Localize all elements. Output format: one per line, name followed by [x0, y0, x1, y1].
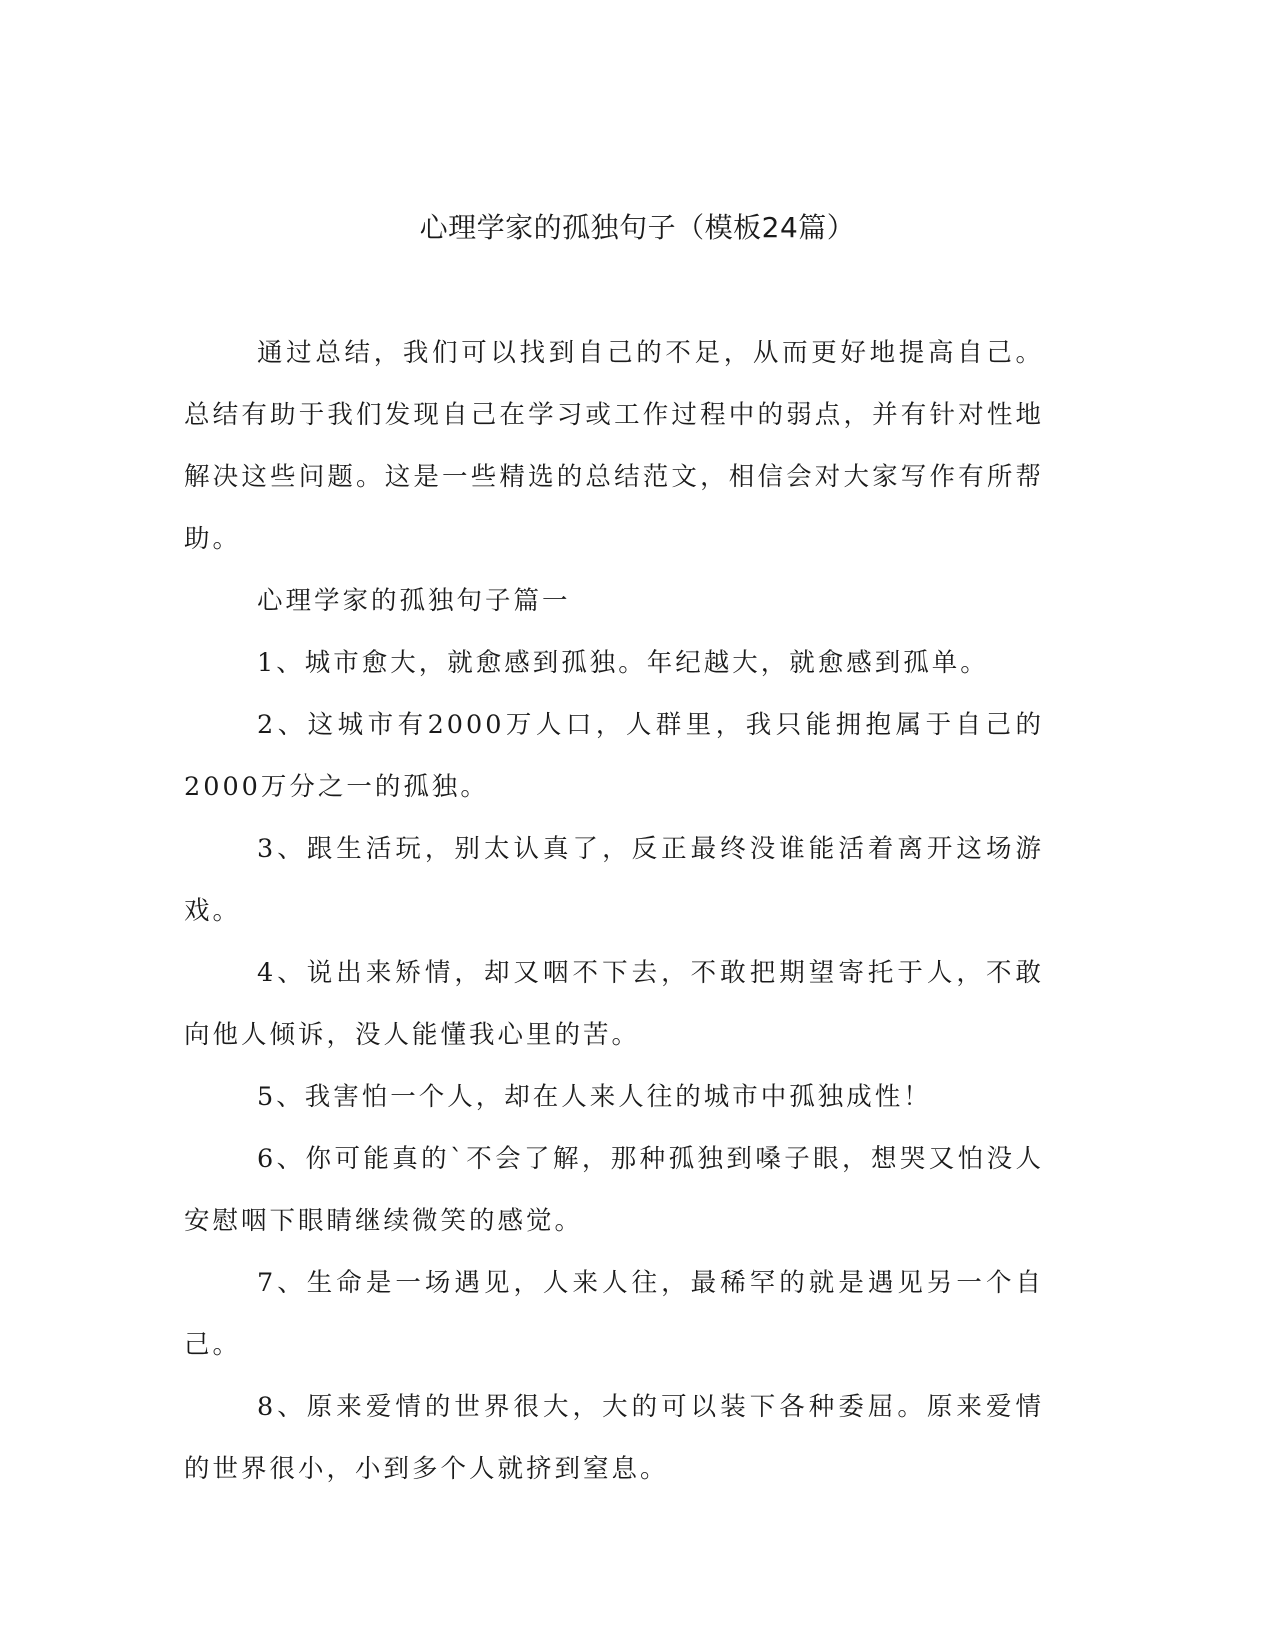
document-title: 心理学家的孤独句子（模板24篇） [419, 211, 856, 244]
document-body [184, 322, 1044, 1500]
sentence-item-7: 7、生命是一场遇见，人来人往，最稀罕的就是遇见另一个自己。 [184, 1268, 1044, 1360]
sentence-item-2: 2、这城市有2000万人口，人群里，我只能拥抱属于自己的2000万分之一的孤独。 [184, 710, 1044, 802]
intro-paragraph: 通过总结，我们可以找到自己的不足，从而更好地提高自己。总结有助于我们发现自己在学习或工作过程中的弱点，并有针对性地解决这些问题。这是一些精选的总结范文，相信会对大家写作有所帮助。 [184, 338, 1044, 554]
section-heading: 心理学家的孤独句子篇一 [257, 586, 571, 616]
sentence-item-4: 4、说出来矫情，却又咽不下去，不敢把期望寄托于人，不敢向他人倾诉，没人能懂我心里的苦。 [184, 958, 1044, 1050]
sentence-item-8: 8、原来爱情的世界很大，大的可以装下各种委屈。原来爱情的世界很小，小到多个人就挤到窒息。 [184, 1392, 1044, 1484]
sentence-item-6: 6、你可能真的`不会了解，那种孤独到嗓子眼，想哭又怕没人安慰咽下眼睛继续微笑的感觉。 [184, 1144, 1044, 1236]
sentence-item-3: 3、跟生活玩，别太认真了，反正最终没谁能活着离开这场游戏。 [184, 834, 1044, 926]
sentence-item-1: 1、城市愈大，就愈感到孤独。年纪越大，就愈感到孤单。 [257, 648, 989, 678]
sentence-item-5: 5、我害怕一个人，却在人来人往的城市中孤独成性！ [257, 1082, 932, 1112]
